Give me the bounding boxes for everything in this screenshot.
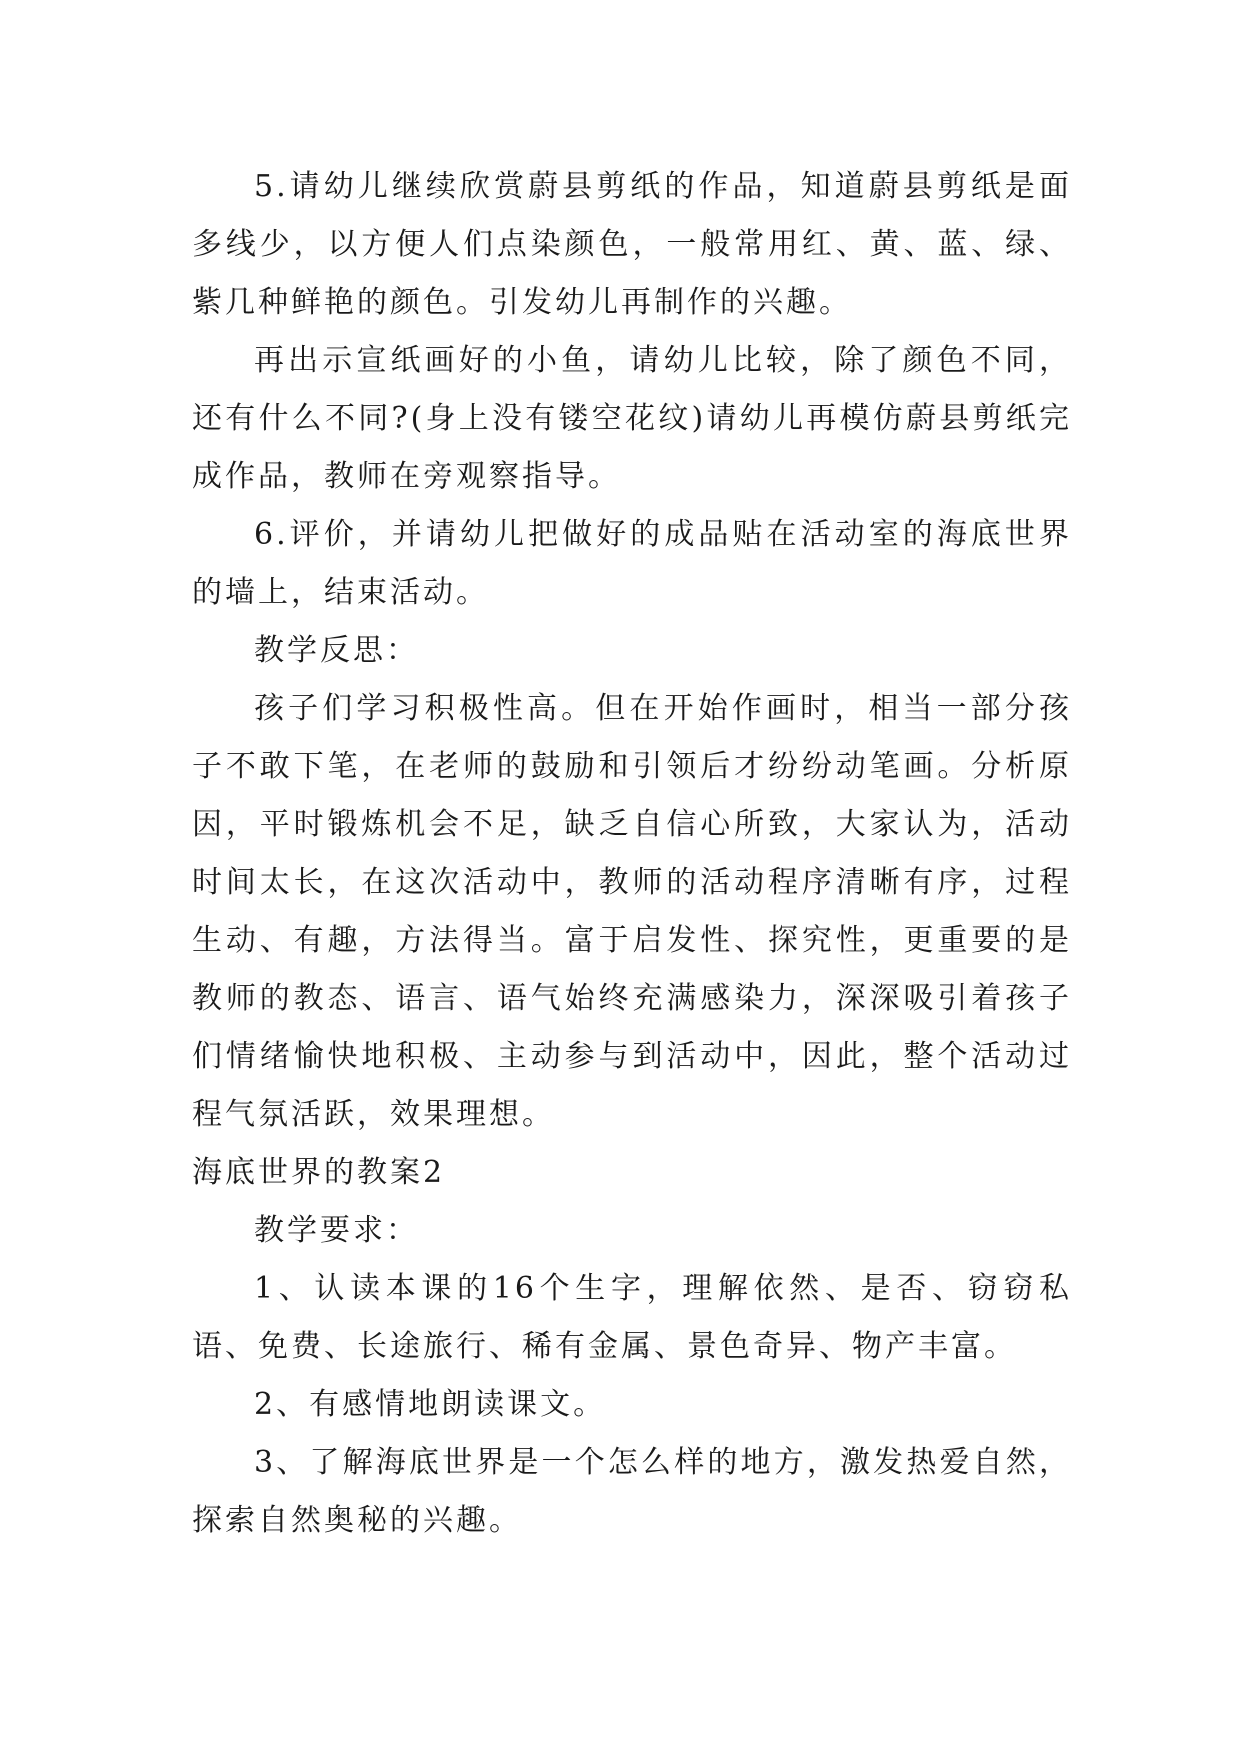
- paragraph-step-6: 6.评价，并请幼儿把做好的成品贴在活动室的海底世界的墙上，结束活动。: [192, 517, 1072, 610]
- requirement-item-2: 2、有感情地朗读课文。: [254, 1387, 607, 1422]
- document-page: [192, 158, 1072, 1550]
- paragraph-reflection: 孩子们学习积极性高。但在开始作画时，相当一部分孩子不敢下笔，在老师的鼓励和引领后才纷纷动笔画。分析原因，平时锻炼机会不足，缺乏自信心所致，大家认为，活动时间太长，在这次活动中，教师的活动程序清晰有序，过程生动、有趣，方法得当。富于启发性、探究性，更重要的是教师的教态、语言、语气始终充满感染力，深深吸引着孩子们情绪愉快地积极、主动参与到活动中，因此，整个活动过程气氛活跃，效果理想。: [192, 691, 1072, 1132]
- section-title: 海底世界的教案2: [192, 1155, 446, 1190]
- paragraph-compare-fish: 再出示宣纸画好的小鱼，请幼儿比较，除了颜色不同，还有什么不同?(身上没有镂空花纹)请幼儿再模仿蔚县剪纸完成作品，教师在旁观察指导。: [192, 343, 1072, 494]
- heading-teaching-requirements: 教学要求：: [254, 1213, 419, 1248]
- requirement-item-3: 3、了解海底世界是一个怎么样的地方，激发热爱自然，探索自然奥秘的兴趣。: [192, 1445, 1072, 1538]
- paragraph-step-5: 5.请幼儿继续欣赏蔚县剪纸的作品，知道蔚县剪纸是面多线少，以方便人们点染颜色，一般常用红、黄、蓝、绿、紫几种鲜艳的颜色。引发幼儿再制作的兴趣。: [192, 169, 1072, 320]
- heading-teaching-reflection: 教学反思：: [254, 633, 419, 668]
- requirement-item-1: 1、认读本课的16个生字，理解依然、是否、窃窃私语、免费、长途旅行、稀有金属、景色奇异、物产丰富。: [192, 1271, 1072, 1364]
